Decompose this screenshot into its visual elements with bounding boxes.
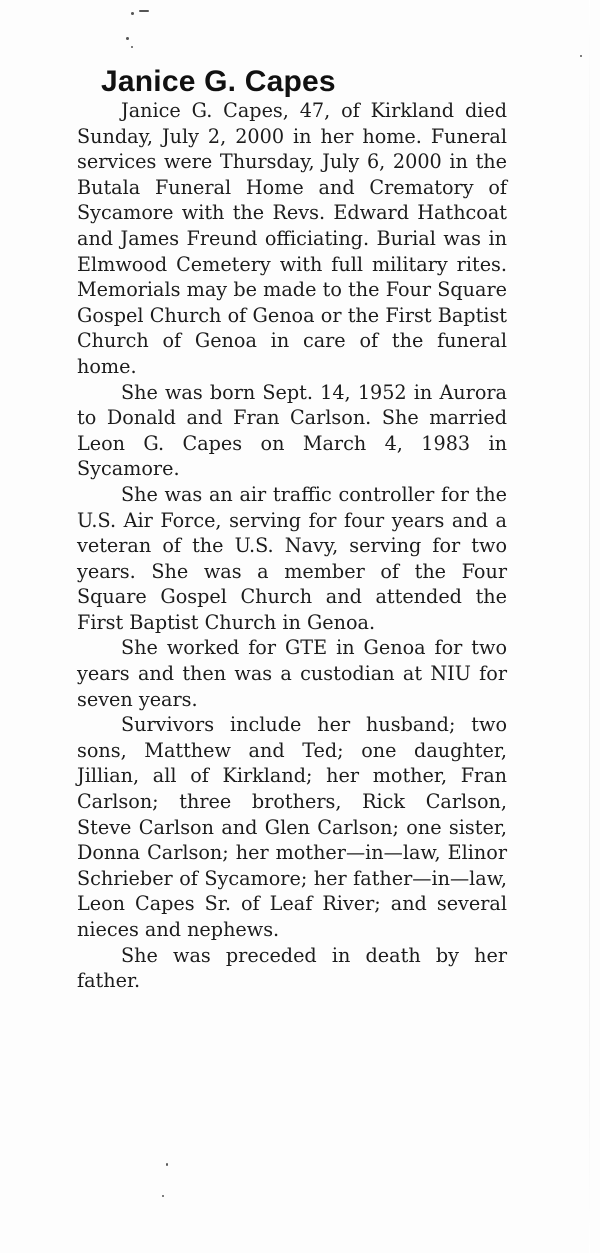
obituary-paragraph-death-and-services: Janice G. Capes, 47, of Kirkland died Sunday, July 2, 2000 in her home. Funeral services were Thursday, July 6, 2000 in the Butala Funeral Home and Crematory of Sycamore with the Revs. Edward Hathcoat and James Freund officiating. Burial was in Elmwood Cemetery with full military rites. Memorials may be made to the Four Square Gospel Church of Genoa or the First Baptist Church of Genoa in care of the funeral home. bbox=[77, 99, 507, 378]
obituary-body bbox=[77, 98, 507, 994]
obituary-paragraph-military-and-church: She was an air traffic controller for the U.S. Air Force, serving for four years and a veteran of the U.S. Navy, serving for two years. She was a member of the Four Square Gospel Church and attended the First Baptist Church in Genoa. bbox=[77, 482, 507, 634]
scan-speck bbox=[162, 1195, 164, 1197]
scan-speck bbox=[131, 12, 134, 15]
obituary-article bbox=[77, 66, 507, 994]
obituary-paragraph-survivors: Survivors include her husband; two sons, Matthew and Ted; one daughter, Jillian, all of Kirkland; her mother, Fran Carlson; three brothers, Rick Carlson, Steve Carlson and Glen Carlson; one sister, Donna Carlson; her mother—in—law, Elinor Schrieber of Sycamore; her father—in—law, Leon Capes Sr. of Leaf River; and several nieces and nephews. bbox=[77, 713, 507, 941]
scan-speck bbox=[139, 10, 149, 12]
obituary-headline: Janice G. Capes bbox=[101, 65, 336, 98]
obituary-paragraph-birth-and-marriage: She was born Sept. 14, 1952 in Aurora to Donald and Fran Carlson. She married Leon G. Capes on March 4, 1983 in Sycamore. bbox=[77, 380, 507, 481]
scan-speck bbox=[131, 46, 133, 48]
scan-speck bbox=[166, 1163, 168, 1166]
scan-speck bbox=[580, 55, 582, 57]
obituary-paragraph-preceded: She was preceded in death by her father. bbox=[77, 943, 507, 993]
page-edge-shadow bbox=[589, 0, 590, 1253]
scan-speck bbox=[126, 37, 129, 40]
obituary-paragraph-employment: She worked for GTE in Genoa for two years and then was a custodian at NIU for seven years. bbox=[77, 636, 507, 711]
